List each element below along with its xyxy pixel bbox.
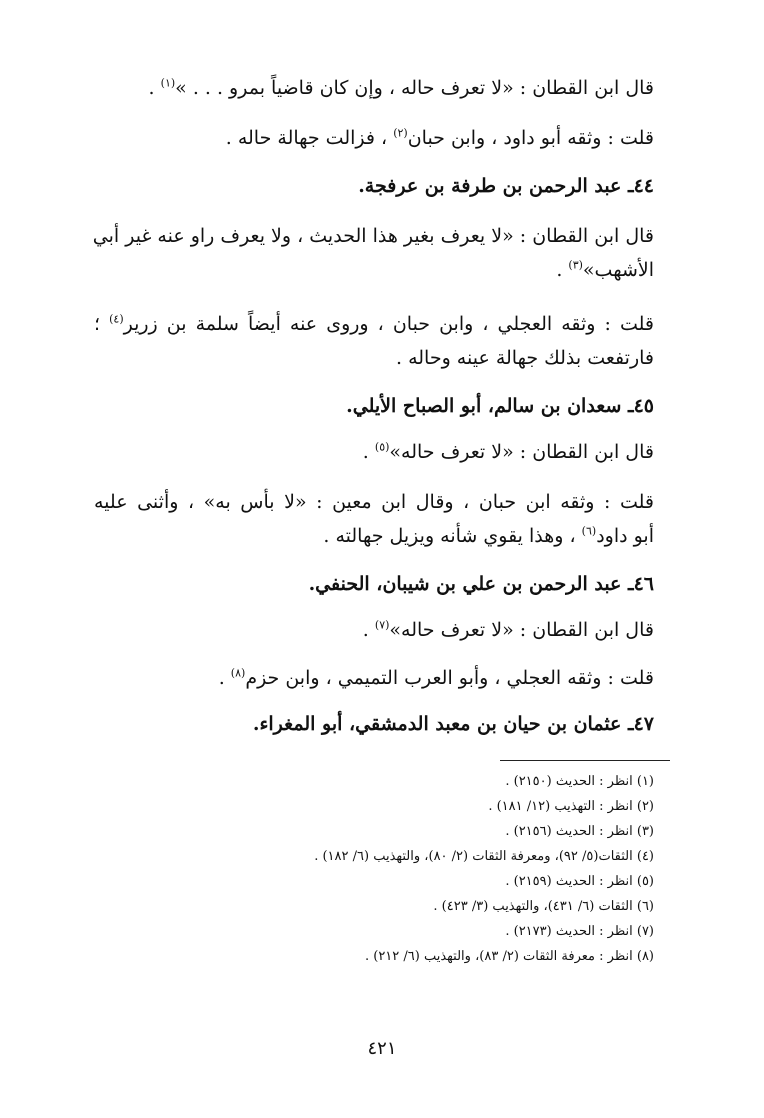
footnote-ref: (١)	[160, 76, 176, 90]
footnote-2: (٢) انظر : التهذيب (١٢/ ١٨١) .	[488, 799, 654, 814]
entry-heading-47: ٤٧ـ عثمان بن حيان بن معبد الدمشقي، أبو المغراء.	[252, 713, 654, 735]
body-line: قلت : وثقه العجلي ، وأبو العرب التميمي ، وابن حزم$^{(٨)}$ .	[218, 666, 654, 689]
footnote-3: (٣) انظر : الحديث (٢١٥٦) .	[505, 824, 654, 839]
body-line: أبو داود$^{(٦)}$ ، وهذا يقوي شأنه ويزيل جهالته .	[323, 524, 654, 547]
page-number: ٤٢١	[367, 1038, 397, 1059]
footnote-ref: (٢)	[393, 126, 408, 140]
body-line: قلت : وثقه ابن حبان ، وقال ابن معين : «لا بأس به» ، وأثنى عليه	[94, 491, 654, 513]
body-line: قال ابن القطان : «لا تعرف حاله»$^{(٥)}$ .	[362, 440, 654, 463]
body-line: قال ابن القطان : «لا تعرف حاله ، وإن كان قاضياً بمرو . . . »$^{(١)}$ .	[148, 76, 654, 99]
footnote-ref: (٤)	[109, 312, 124, 326]
footnote-ref: (٣)	[568, 258, 583, 272]
entry-heading-44: ٤٤ـ عبد الرحمن بن طرفة بن عرفجة.	[358, 175, 654, 197]
footnote-7: (٧) انظر : الحديث (٢١٧٣) .	[505, 924, 654, 939]
footnote-ref: (٦)	[581, 524, 597, 538]
entry-heading-45: ٤٥ـ سعدان بن سالم، أبو الصباح الأيلي.	[346, 395, 654, 417]
body-line: الأشهب»$^{(٣)}$ .	[556, 258, 654, 281]
body-line: فارتفعت بذلك جهالة عينه وحاله .	[395, 347, 654, 369]
footnote-1: (١) انظر : الحديث (٢١٥٠) .	[505, 774, 654, 789]
footnote-6: (٦) الثقات (٦/ ٤٣١)، والتهذيب (٣/ ٤٢٣) .	[433, 899, 654, 914]
entry-heading-46: ٤٦ـ عبد الرحمن بن علي بن شيبان، الحنفي.	[308, 573, 654, 595]
footnote-ref: (٥)	[374, 440, 390, 454]
body-line: قلت : وثقه أبو داود ، وابن حبان$^{(٢)}$ ، فزالت جهالة حاله .	[225, 126, 654, 149]
footnote-5: (٥) انظر : الحديث (٢١٥٩) .	[505, 874, 654, 889]
body-line: قال ابن القطان : «لا يعرف بغير هذا الحديث ، ولا يعرف راو عنه غير أبي	[92, 225, 654, 247]
footnote-8: (٨) انظر : معرفة الثقات (٢/ ٨٣)، والتهذيب (٦/ ٢١٢) .	[364, 949, 654, 964]
footnote-ref: (٨)	[230, 666, 246, 680]
body-line: قلت : وثقه العجلي ، وابن حبان ، وروى عنه أيضاً سلمة بن زرير$^{(٤)}$ ؛	[94, 312, 654, 335]
footnote-4: (٤) الثقات(٥/ ٩٢)، ومعرفة الثقات (٢/ ٨٠)، والتهذيب (٦/ ١٨٢) .	[314, 849, 654, 864]
body-line: قال ابن القطان : «لا تعرف حاله»$^{(٧)}$ .	[362, 618, 654, 641]
footnote-divider	[500, 760, 670, 761]
footnote-ref: (٧)	[374, 618, 390, 632]
